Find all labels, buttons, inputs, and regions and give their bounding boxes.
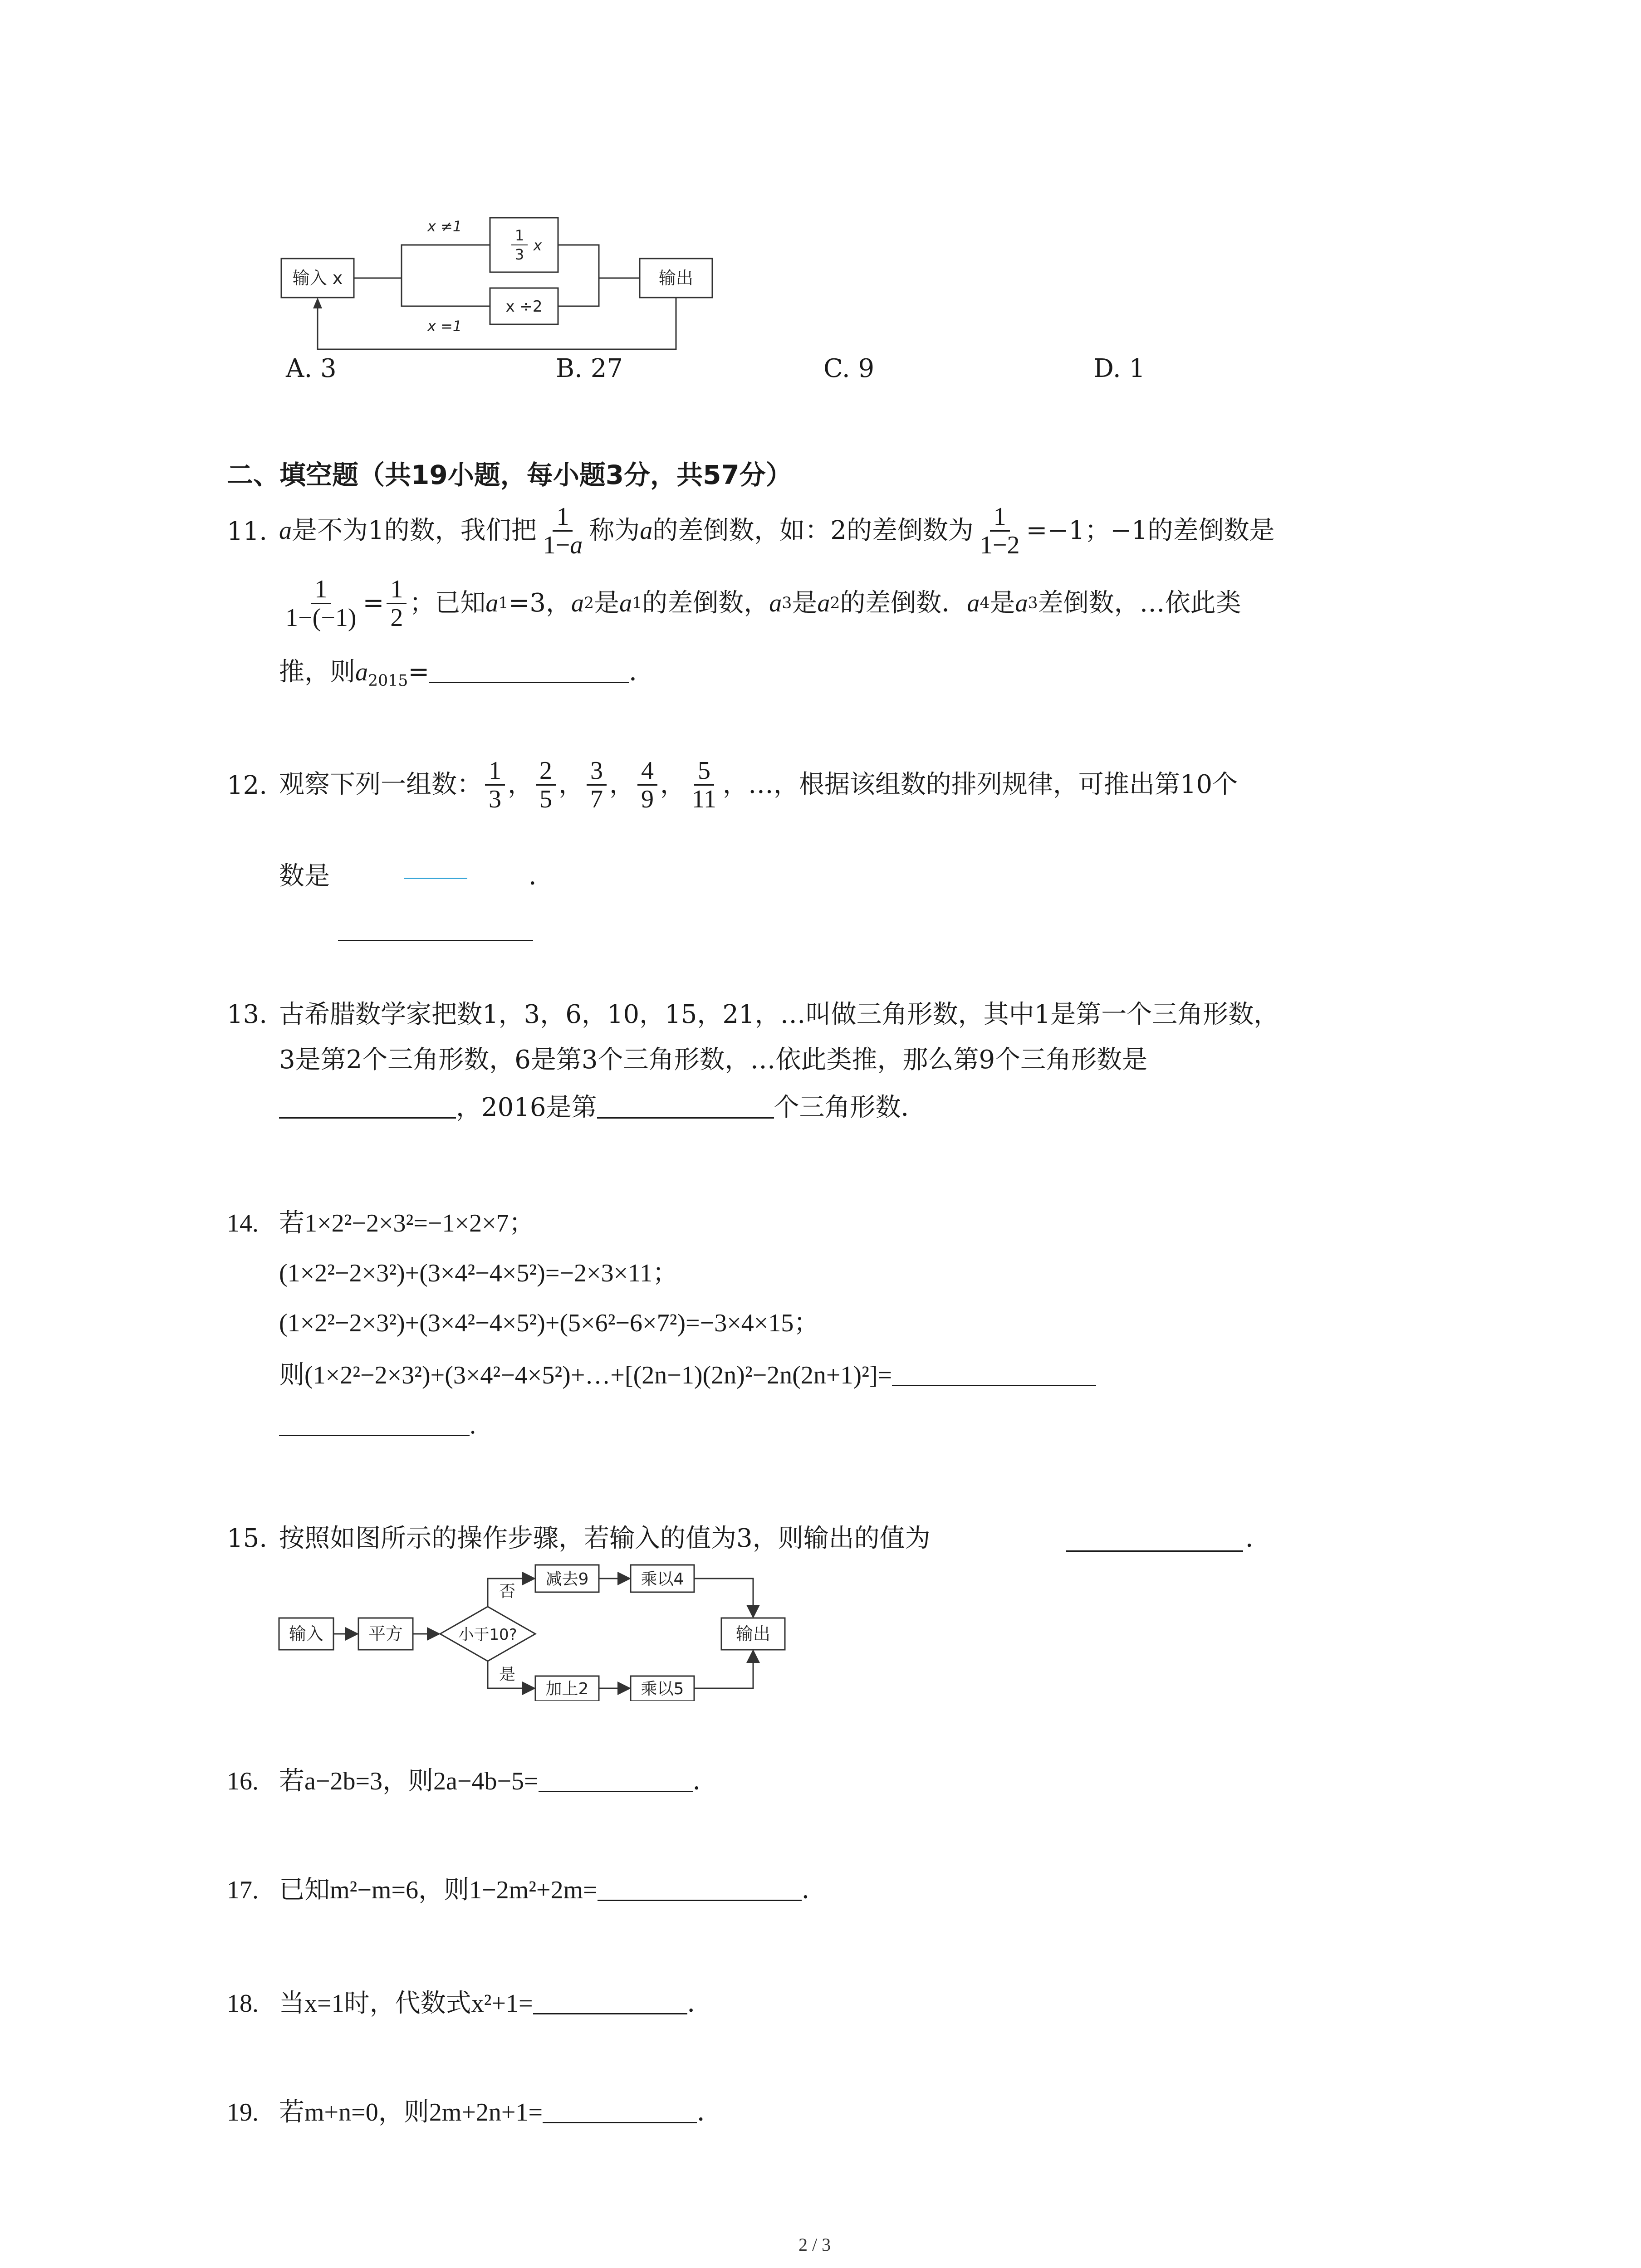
q18-text: 当x=1时，代数式x²+1= — [279, 1989, 533, 2018]
q14-line4: 则(1×2²−2×3²)+(3×4²−4×5²)+…+[(2n−1)(2n)²−2n(2n+1)²]= — [279, 1361, 1096, 1390]
flow2-no-label: 否 — [499, 1582, 516, 1601]
answer-blank[interactable] — [429, 658, 629, 683]
question-number: 11. — [227, 517, 268, 546]
flow1-box-bottom: x ÷2 — [505, 298, 543, 316]
flow2-mul5: 乘以5 — [641, 1680, 684, 1698]
flow1-frac-var: x — [533, 237, 542, 254]
answer-blank[interactable] — [279, 1094, 456, 1119]
fraction: $\frac{5}{11}$ — [692, 756, 716, 813]
q17-text: 已知m²−m=6，则1−2m²+2m= — [279, 1876, 598, 1904]
question-number: 17. — [227, 1876, 259, 1904]
answer-blank[interactable] — [597, 1094, 774, 1119]
q12-dot: ． — [529, 861, 554, 891]
flow2-add2: 加上2 — [545, 1680, 589, 1698]
q16-text: 若a−2b=3，则2a−4b−5= — [279, 1767, 539, 1795]
answer-blank[interactable] — [338, 940, 533, 941]
q11-line3: 推，则$a_{2015}=$ ． — [279, 657, 655, 690]
q19-text: 若m+n=0，则2m+2n+1= — [279, 2098, 543, 2126]
answer-blank[interactable] — [279, 1411, 470, 1436]
q13-line2: 3是第2个三角形数，6是第3个三角形数，…依此类推，那么第9个三角形数是 — [279, 1045, 1148, 1075]
q11-line1: a 是不为1的数，我们把 $\frac{1}{1-a}$ 称为 a 的差倒数，如：2的差倒数为 $\frac{1}{1-2}$ =−1；−1的差倒数是 — [279, 502, 1275, 559]
answer-blank[interactable] — [598, 1876, 802, 1901]
q15-dot: ． — [1245, 1524, 1271, 1553]
question-number: 14. — [227, 1209, 259, 1237]
q15-text: 按照如图所示的操作步骤，若输入的值为3，则输出的值为 — [279, 1524, 931, 1553]
q12-blue-mark — [404, 878, 467, 879]
flow2-square: 平方 — [368, 1624, 403, 1644]
answer-blank[interactable] — [892, 1361, 1096, 1386]
question-number: 15. — [227, 1524, 268, 1553]
question-number: 12. — [227, 771, 268, 800]
question-number: 16. — [227, 1767, 259, 1795]
question-number: 13. — [227, 1000, 268, 1029]
option-c[interactable]: C. 9 — [823, 354, 875, 383]
answer-blank[interactable] — [539, 1767, 693, 1792]
fraction: $\frac{1}{1-a}$ — [543, 502, 583, 559]
option-a[interactable]: A. 3 — [286, 354, 337, 383]
flowchart-1 — [272, 200, 753, 367]
fraction: $\frac{3}{7}$ — [587, 757, 607, 813]
flow2-yes-label: 是 — [499, 1665, 516, 1684]
answer-blank[interactable] — [543, 2098, 697, 2123]
q14-line5: . — [279, 1411, 476, 1440]
flow2-sub9: 减去9 — [545, 1570, 589, 1589]
option-d[interactable]: D. 1 — [1093, 354, 1146, 383]
fraction: $\frac{1}{2}$ — [387, 576, 407, 631]
question-number: 18. — [227, 1989, 259, 2018]
q12-line2: 数是 — [279, 861, 330, 891]
q12-line1: 观察下列一组数： $\frac{1}{3}$ ， $\frac{2}{5}$ ， $\frac{3}{7}$ ， $\frac{4}{9}$ ， $\frac{5}{11}$ ，…，根据该组数的排列规律，可推出第10个 — [279, 756, 1238, 813]
option-b[interactable]: B. 27 — [556, 354, 623, 383]
q13-line1: 古希腊数学家把数1，3，6，10，15，21，…叫做三角形数，其中1是第一个三角形数， — [279, 1000, 1279, 1029]
flow2-mul4: 乘以4 — [641, 1570, 684, 1589]
flow2-output: 输出 — [735, 1624, 771, 1644]
flow1-cond-bottom: x =1 — [427, 318, 462, 335]
fraction: $\frac{1}{1-(-1)}$ — [285, 575, 357, 632]
section-heading: 二、填空题（共19小题，每小题3分，共57分） — [227, 459, 792, 490]
question-number: 19. — [227, 2098, 259, 2126]
fraction: $\frac{1}{1-2}$ — [980, 502, 1020, 559]
fraction: $\frac{1}{3}$ — [485, 757, 505, 813]
flow1-output-label: 输出 — [658, 268, 694, 288]
fraction: $\frac{2}{5}$ — [536, 757, 556, 813]
flow1-frac-num: 1 — [514, 227, 524, 244]
flow1-input-label: 输入 x — [292, 268, 343, 288]
answer-blank[interactable] — [1066, 1550, 1243, 1552]
flow1-frac-den: 3 — [514, 246, 524, 263]
flow1-cond-top: x ≠1 — [427, 218, 462, 235]
q13-line3: ，2016是第 个三角形数． — [279, 1093, 926, 1122]
page-number: 2 / 3 — [798, 2234, 831, 2255]
q14-line2: (1×2²−2×3²)+(3×4²−4×5²)=−2×3×11； — [279, 1259, 678, 1287]
q11-line2: $\frac{1}{1-(-1)}$ = $\frac{1}{2}$ ；已知 a 1 =3， a 2 是 a 1 的差倒数， a 3 是 a 2 的差倒数． a 4 是 a 3 差倒数，…依此类 — [279, 567, 1241, 640]
flow2-condition: 小于10? — [458, 1626, 517, 1644]
q14-line1: 若1×2²−2×3²=−1×2×7； — [279, 1209, 534, 1237]
flow2-input: 输入 — [289, 1624, 324, 1644]
answer-blank[interactable] — [533, 1989, 687, 2014]
flowchart-2 — [277, 1556, 808, 1701]
q14-line3: (1×2²−2×3²)+(3×4²−4×5²)+(5×6²−6×7²)=−3×4×15； — [279, 1309, 819, 1337]
fraction: $\frac{4}{9}$ — [637, 757, 657, 813]
